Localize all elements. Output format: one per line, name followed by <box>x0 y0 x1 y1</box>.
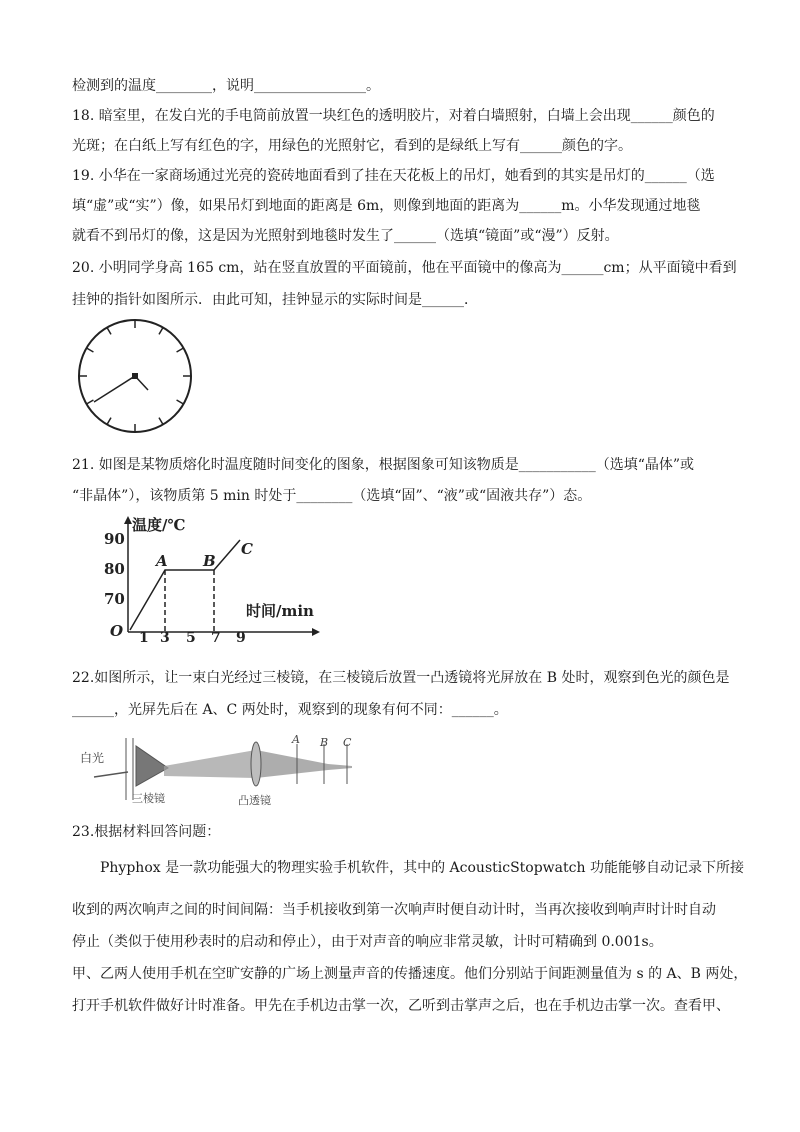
prism-label: 三棱镜 <box>132 792 165 805</box>
prism-shape <box>136 746 168 786</box>
white-light-label: 白光 <box>80 751 105 765</box>
q22-line1: 22.如图所示，让一束白光经过三棱镜，在三棱镜后放置一凸透镜将光屏放在 B 处时，观察到色光的颜色是 <box>72 670 730 686</box>
clock-hour-tick <box>177 400 184 404</box>
material-para2-line2: 打开手机软件做好计时准备。甲先在手机边击掌一次，乙听到击掌声之后，也在手机边击掌一次。查看甲、 <box>72 998 730 1014</box>
x-axis-label: 时间/min <box>246 602 314 620</box>
x-tick-1: 1 <box>139 630 149 645</box>
clock-hour-tick <box>177 348 184 352</box>
y-tick-80: 80 <box>104 560 125 578</box>
mirror-clock-figure <box>70 318 200 438</box>
point-a-label: A <box>156 552 168 570</box>
material-para1-line3: 停止（类似于使用秒表时的启动和停止），由于对声音的响应非常灵敏，计时可精确到 0.001s。 <box>72 934 663 950</box>
melting-graph <box>100 510 330 645</box>
q21-line2: “非晶体”），该物质第 5 min 时处于________（选填“固”、“液”或“固液共存”）态。 <box>72 488 592 504</box>
screen-b-label: B <box>320 736 329 749</box>
q17-tail: 检测到的温度________，说明________________。 <box>72 78 380 94</box>
y-axis-label: 温度/℃ <box>132 516 186 534</box>
q18-line1: 18. 暗室里，在发白光的手电筒前放置一块红色的透明胶片，对着白墙照射，白墙上会出现______颜色的 <box>72 108 715 124</box>
y-tick-90: 90 <box>104 530 125 548</box>
x-tick-3: 3 <box>160 630 170 645</box>
clock-hour-tick <box>107 418 111 425</box>
convex-lens-shape <box>251 742 261 786</box>
y-tick-70: 70 <box>104 590 125 608</box>
prism-lens-figure <box>76 732 366 814</box>
point-c-label: C <box>241 540 253 558</box>
clock-hour-tick <box>159 328 163 335</box>
point-b-label: B <box>203 552 216 570</box>
material-para2-line1: 甲、乙两人使用手机在空旷安静的广场上测量声音的传播速度。他们分别站于间距测量值为 s 的 A、B 两处， <box>72 966 748 982</box>
clock-hour-tick <box>159 418 163 425</box>
q23-heading: 23.根据材料回答问题： <box>72 824 221 840</box>
origin-label: O <box>110 622 124 640</box>
q18-line2: 光斑；在白纸上写有红色的字，用绿色的光照射它，看到的是绿纸上写有______颜色的字。 <box>72 138 632 154</box>
clock-hour-tick <box>87 348 94 352</box>
q20-line1: 20. 小明同学身高 165 cm，站在竖直放置的平面镜前，他在平面镜中的像高为______cm；从平面镜中看到 <box>72 260 737 276</box>
q19-line1: 19. 小华在一家商场通过光亮的瓷砖地面看到了挂在天花板上的吊灯，她看到的其实是吊灯的______（选 <box>72 168 715 184</box>
temperature-curve <box>130 540 240 630</box>
screen-a-label: A <box>292 733 300 746</box>
material-para1-line1: Phyphox 是一款功能强大的物理实验手机软件，其中的 AcousticStopwatch 功能能够自动记录下所接 <box>100 860 744 876</box>
material-para1-line2: 收到的两次响声之间的时间间隔：当手机接收到第一次响声时便自动计时，当再次接收到响声时计时自动 <box>72 902 716 918</box>
clock-hour-tick <box>87 400 94 404</box>
spectrum-beam <box>164 750 256 778</box>
x-tick-7: 7 <box>211 630 221 645</box>
screen-c-label: C <box>343 736 352 749</box>
lens-label: 凸透镜 <box>238 794 271 807</box>
x-tick-5: 5 <box>186 630 196 645</box>
q21-line1: 21. 如图是某物质熔化时温度随时间变化的图象，根据图象可知该物质是___________（选填“晶体”或 <box>72 457 695 473</box>
q20-line2: 挂钟的指针如图所示．由此可知，挂钟显示的实际时间是______． <box>72 292 478 308</box>
q19-line3: 就看不到吊灯的像，这是因为光照射到地毯时发生了______（选填“镜面”或“漫”）反射。 <box>72 228 619 244</box>
x-tick-9: 9 <box>236 630 246 645</box>
converging-beam <box>256 750 352 778</box>
clock-hour-tick <box>107 328 111 335</box>
q19-line2: 填“虚”或“实”）像，如果吊灯到地面的距离是 6m，则像到地面的距离为______m。小华发现通过地毯 <box>72 198 701 214</box>
q22-line2: ______，光屏先后在 A、C 两处时，观察到的现象有何不同：______。 <box>72 702 508 718</box>
